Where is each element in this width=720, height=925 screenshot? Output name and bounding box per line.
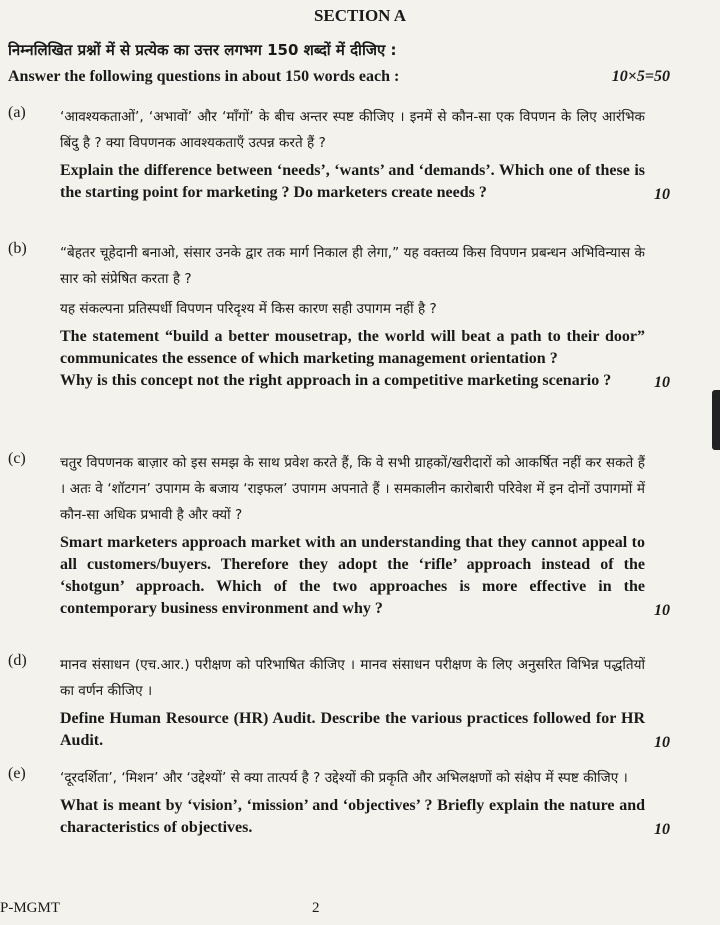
question-english-text: The statement “build a better mousetrap, the world will beat a path to their door” communicates the essence of which marketing management orientation ? — [60, 328, 645, 367]
question-marks: 10 — [654, 374, 670, 391]
question-english-text: Why is this concept not the right approach in a competitive marketing scenario ? — [60, 372, 612, 389]
question-hindi-text: चतुर विपणनक बाज़ार को इस समझ के साथ प्रवेश करते हैं, कि वे सभी ग्राहकों/खरीदारों को आकर्षित नहीं कर सकते हैं । अतः वे ‘शॉटगन’ उपागम के बजाय ‘राइफल’ उपागम अपनाते हैं । समकालीन कारोबारी परिवेश में इन दोनों उपागमों में कौन-सा अधिक प्रभावी है और क्यों ? — [60, 455, 645, 523]
instruction-hindi: निम्नलिखित प्रश्नों में से प्रत्येक का उत्तर लगभग 150 शब्दों में दीजिए : — [8, 41, 397, 59]
question-english-text: What is meant by ‘vision’, ‘mission’ and ‘objectives’ ? Briefly explain the nature and characteristics of objectives. — [60, 797, 645, 836]
question-english-text: Define Human Resource (HR) Audit. Describe the various practices followed for HR Audit. — [60, 710, 645, 749]
question-label: (e) — [8, 765, 26, 782]
question-marks: 10 — [654, 734, 670, 751]
question-a — [8, 104, 670, 204]
paper-code: P-MGMT — [0, 900, 61, 916]
question-label: (c) — [8, 450, 26, 467]
question-e — [8, 765, 670, 839]
question-hindi-text: “बेहतर चूहेदानी बनाओ, संसार उनके द्वार तक मार्ग निकाल ही लेगा,” यह वक्तव्य किस विपणन प्रबन्धन अभिविन्यास के सार को संप्रेषित करता है ? — [60, 245, 645, 287]
total-marks: 10×5=50 — [611, 68, 670, 85]
question-label: (b) — [8, 240, 27, 257]
section-title: SECTION A — [313, 6, 407, 25]
page-number: 2 — [312, 900, 320, 916]
question-hindi-text: ‘दूरदर्शिता’, ‘मिशन’ और ‘उद्देश्यों’ से क्या तात्पर्य है ? उद्देश्यों की प्रकृति और अभिलक्षणों को संक्षेप में स्पष्ट कीजिए । — [60, 770, 628, 786]
instruction-english-row — [8, 68, 670, 86]
question-hindi-text: यह संकल्पना प्रतिस्पर्धी विपणन परिदृश्य में किस कारण सही उपागम नहीं है ? — [60, 301, 437, 317]
question-b — [8, 240, 670, 392]
question-marks: 10 — [654, 821, 670, 838]
question-hindi-text: मानव संसाधन (एच.आर.) परीक्षण को परिभाषित कीजिए । मानव संसाधन परीक्षण के लिए अनुसरित विभिन्न पद्धतियों का वर्णन कीजिए । — [60, 657, 645, 699]
question-d — [8, 652, 670, 752]
question-marks: 10 — [654, 602, 670, 619]
question-c — [8, 450, 670, 620]
question-label: (d) — [8, 652, 27, 669]
question-hindi-text: ‘आवश्यकताओं’, ‘अभावों’ और ‘माँगों’ के बीच अन्तर स्पष्ट कीजिए । इनमें से कौन-सा एक विपणन के लिए आरंभिक बिंदु है ? क्या विपणनक आवश्यकताएँ उत्पन्न करते हैं ? — [60, 109, 645, 151]
instruction-english: Answer the following questions in about 150 words each : — [8, 68, 400, 85]
question-english-text: Explain the difference between ‘needs’, ‘wants’ and ‘demands’. Which one of these is the starting point for marketing ? Do marketers create needs ? — [60, 162, 645, 201]
question-label: (a) — [8, 104, 26, 121]
scan-edge-mark — [712, 390, 720, 450]
question-marks: 10 — [654, 186, 670, 203]
question-english-text: Smart marketers approach market with an understanding that they cannot appeal to all customers/buyers. Therefore they adopt the ‘rifle’ approach instead of the ‘shotgun’ approach. Which of the two approaches is more effective in the contemporary business environment and why ? — [60, 534, 645, 617]
